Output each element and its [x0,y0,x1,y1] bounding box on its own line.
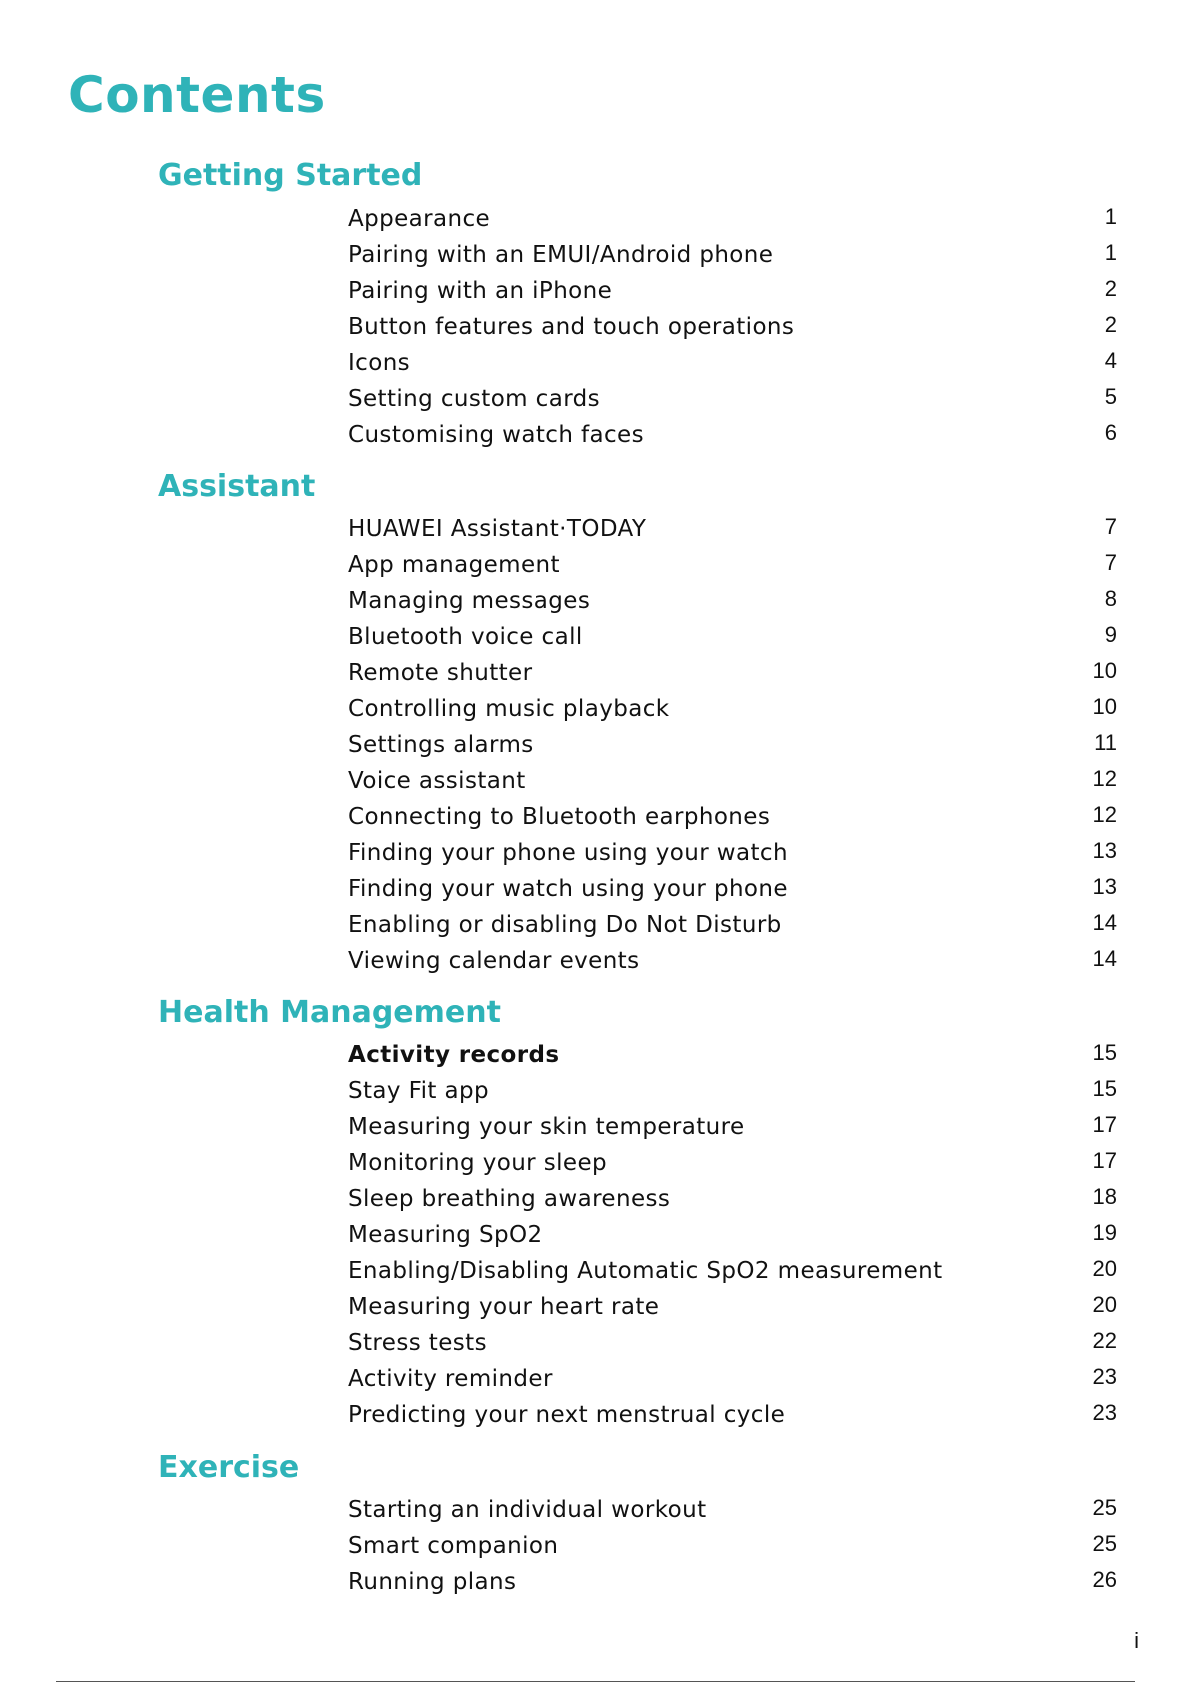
toc-entry-page-number: 10 [1092,694,1117,719]
toc-entry-title: Connecting to Bluetooth earphones [348,804,771,830]
toc-entry-page-number: 19 [1092,1220,1117,1245]
page-number: i [1134,1628,1139,1653]
toc-entry-title: Activity records [348,1042,560,1068]
toc-entry-title: Pairing with an EMUI/Android phone [348,242,774,268]
toc-entry-title: Sleep breathing awareness [348,1186,671,1212]
toc-entry[interactable] [0,550,1191,589]
toc-entry[interactable] [0,348,1191,387]
toc-entry-title: Button features and touch operations [348,314,795,340]
toc-entry-title: Pairing with an iPhone [348,278,613,304]
toc-entry-page-number: 25 [1092,1531,1117,1556]
toc-entry-title: Settings alarms [348,732,534,758]
toc-entry-page-number: 13 [1092,838,1117,863]
toc-entry[interactable] [0,1112,1191,1151]
toc-entry[interactable] [0,766,1191,805]
entry-list [0,204,1191,459]
toc-entry-title: App management [348,552,560,578]
entry-list [0,1495,1191,1606]
toc-entry[interactable] [0,1400,1191,1439]
toc-entry-page-number: 11 [1094,730,1117,755]
toc-entry[interactable] [0,1531,1191,1570]
toc-entry[interactable] [0,1567,1191,1606]
toc-entry-page-number: 2 [1104,312,1117,337]
toc-entry-page-number: 13 [1092,874,1117,899]
toc-entry-page-number: 6 [1104,420,1117,445]
toc-entry[interactable] [0,838,1191,877]
toc-entry-title: Monitoring your sleep [348,1150,608,1176]
toc-entry-title: Starting an individual workout [348,1497,707,1523]
toc-entry[interactable] [0,1220,1191,1259]
section-heading: Getting Started [158,158,423,193]
toc-entry-page-number: 20 [1092,1256,1117,1281]
toc-entry-page-number: 4 [1104,348,1117,373]
toc-entry-page-number: 17 [1092,1112,1117,1137]
toc-entry[interactable] [0,658,1191,697]
entry-list [0,1040,1191,1439]
toc-entry-title: Finding your phone using your watch [348,840,788,866]
toc-entry-page-number: 14 [1092,946,1117,971]
toc-entry-page-number: 1 [1104,240,1117,265]
toc-entry-title: Measuring SpO2 [348,1222,543,1248]
toc-entry-page-number: 23 [1092,1400,1117,1425]
toc-entry-page-number: 7 [1104,514,1117,539]
toc-entry-page-number: 2 [1104,276,1117,301]
toc-entry-title: Managing messages [348,588,591,614]
toc-entry[interactable] [0,1256,1191,1295]
toc-entry[interactable] [0,240,1191,279]
footer-divider [56,1681,1135,1682]
toc-entry[interactable] [0,312,1191,351]
toc-entry-title: Viewing calendar events [348,948,640,974]
toc-entry[interactable] [0,910,1191,949]
toc-entry[interactable] [0,1040,1191,1079]
section-heading: Exercise [158,1450,300,1485]
section-heading: Health Management [158,995,501,1030]
toc-entry[interactable] [0,730,1191,769]
toc-entry-title: Remote shutter [348,660,533,686]
toc-entry-title: Bluetooth voice call [348,624,583,650]
toc-entry-title: Icons [348,350,411,376]
toc-entry[interactable] [0,802,1191,841]
toc-entry-title: Voice assistant [348,768,526,794]
toc-entry[interactable] [0,1148,1191,1187]
toc-entry-title: Predicting your next menstrual cycle [348,1402,786,1428]
toc-entry-title: Controlling music playback [348,696,670,722]
toc-entry[interactable] [0,1364,1191,1403]
toc-entry[interactable] [0,1328,1191,1367]
toc-entry-page-number: 7 [1104,550,1117,575]
toc-entry-title: Measuring your skin temperature [348,1114,745,1140]
toc-entry-page-number: 26 [1092,1567,1117,1592]
toc-entry[interactable] [0,1184,1191,1223]
toc-entry[interactable] [0,1076,1191,1115]
toc-entry[interactable] [0,586,1191,625]
toc-entry[interactable] [0,946,1191,985]
toc-entry-title: Customising watch faces [348,422,644,448]
toc-entry-page-number: 22 [1092,1328,1117,1353]
page-title: Contents [68,66,326,124]
toc-entry-title: Activity reminder [348,1366,553,1392]
toc-entry-page-number: 17 [1092,1148,1117,1173]
toc-entry-page-number: 15 [1092,1040,1117,1065]
toc-entry[interactable] [0,204,1191,243]
toc-entry-page-number: 10 [1092,658,1117,683]
toc-entry-page-number: 9 [1104,622,1117,647]
toc-entry-title: Measuring your heart rate [348,1294,660,1320]
toc-entry[interactable] [0,694,1191,733]
toc-entry-page-number: 12 [1092,766,1117,791]
section-heading: Assistant [158,469,316,504]
toc-entry-page-number: 23 [1092,1364,1117,1389]
toc-entry-page-number: 1 [1104,204,1117,229]
toc-entry-page-number: 18 [1092,1184,1117,1209]
toc-entry[interactable] [0,514,1191,553]
toc-entry-title: Running plans [348,1569,517,1595]
toc-entry-page-number: 20 [1092,1292,1117,1317]
toc-entry-title: Stay Fit app [348,1078,490,1104]
entry-list [0,514,1191,985]
toc-entry-page-number: 5 [1104,384,1117,409]
toc-entry-title: Finding your watch using your phone [348,876,788,902]
toc-entry[interactable] [0,874,1191,913]
toc-entry[interactable] [0,1292,1191,1331]
toc-entry[interactable] [0,420,1191,459]
toc-entry[interactable] [0,622,1191,661]
toc-entry-title: Stress tests [348,1330,487,1356]
toc-entry-title: Setting custom cards [348,386,601,412]
toc-entry-page-number: 15 [1092,1076,1117,1101]
toc-entry-page-number: 14 [1092,910,1117,935]
toc-entry-title: HUAWEI Assistant·TODAY [348,516,647,542]
toc-entry[interactable] [0,384,1191,423]
toc-entry[interactable] [0,276,1191,315]
toc-entry-page-number: 8 [1104,586,1117,611]
toc-entry-title: Enabling or disabling Do Not Disturb [348,912,782,938]
toc-entry-title: Enabling/Disabling Automatic SpO2 measurement [348,1258,943,1284]
toc-entry-page-number: 12 [1092,802,1117,827]
toc-entry-title: Smart companion [348,1533,559,1559]
toc-entry[interactable] [0,1495,1191,1534]
toc-entry-page-number: 25 [1092,1495,1117,1520]
toc-entry-title: Appearance [348,206,491,232]
